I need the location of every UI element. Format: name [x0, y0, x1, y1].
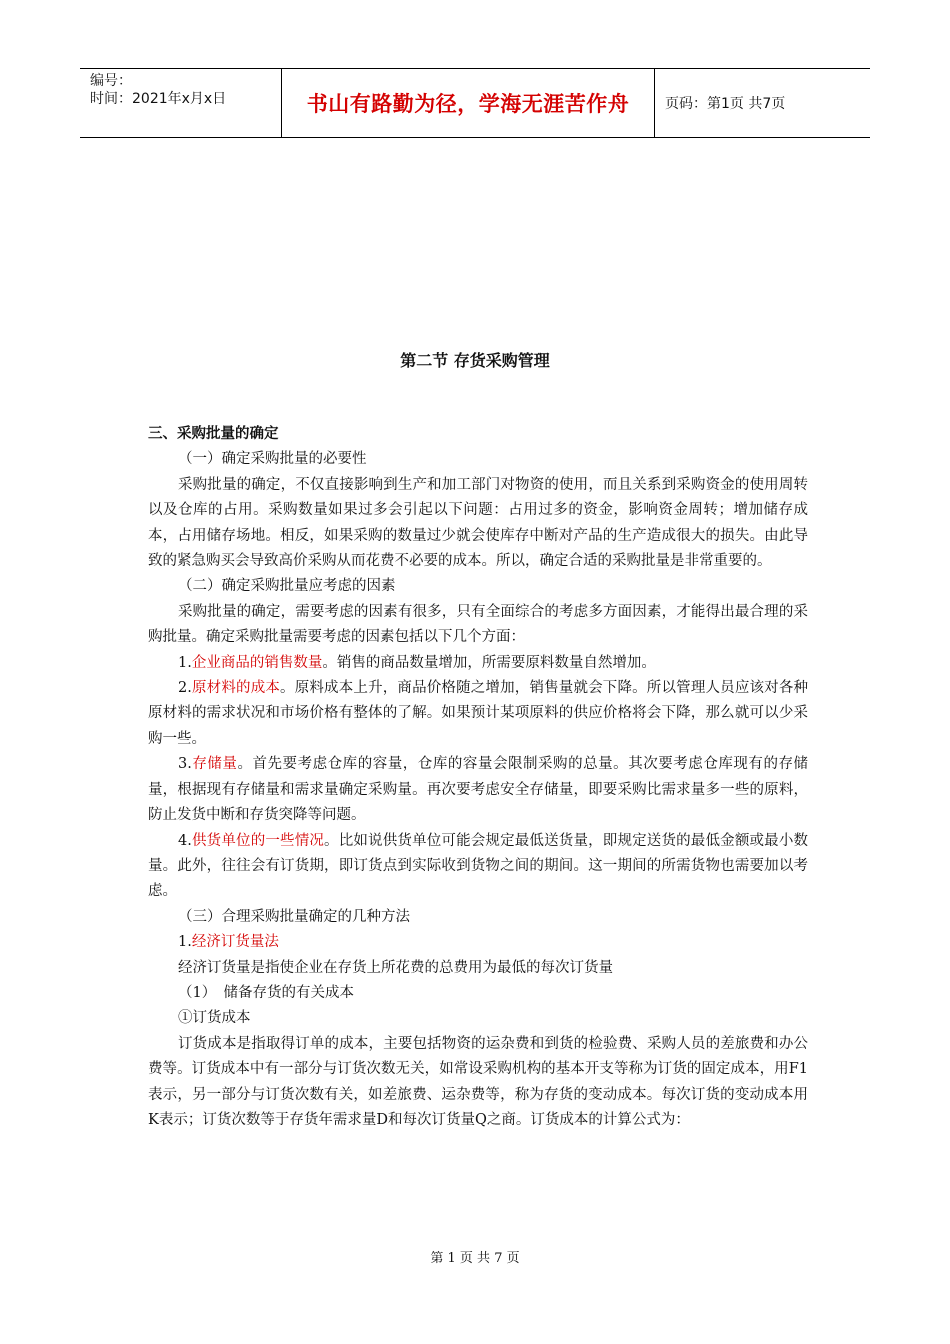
factor-item: [148, 676, 808, 752]
paragraph: 经济订货量是指使企业在存货上所花费的总费用为最低的每次订货量: [178, 959, 613, 976]
document-body: [148, 422, 808, 1133]
header-page-cell: [655, 69, 870, 137]
page-footer: 第 1 页 共 7 页: [430, 1251, 520, 1266]
factor-number: 2.: [178, 680, 192, 697]
factor-text: 。销售的商品数量增加，所需要原料数量自然增加。: [322, 654, 656, 671]
factor-number: 1.: [178, 654, 192, 671]
factor-keyword: 原材料的成本: [191, 680, 281, 697]
factor-keyword: 存储量: [191, 756, 238, 773]
page-title: 第二节 存货采购管理: [400, 351, 550, 370]
document-time-label: 时间：2021年x月x日: [90, 91, 227, 107]
factor-keyword: 供货单位的一些情况: [191, 832, 325, 849]
factor-text: 。比如说供货单位可能会规定最低送货量，即规定送货的最低金额或最小数量。此外，往往会有订货期，即订货点到实际收到货物之间的期间。这一期间的所需货物也需要加以考虑。: [148, 832, 808, 900]
section-heading: 三、采购批量的确定: [148, 426, 279, 442]
method-heading: [148, 930, 808, 955]
paragraph: 采购批量的确定，需要考虑的因素有很多，只有全面综合的考虑多方面因素，才能得出最合理的采购批量。确定采购批量需要考虑的因素包括以下几个方面：: [148, 603, 808, 646]
subsection-heading: （一）确定采购批量的必要性: [178, 451, 367, 468]
factor-item: [148, 651, 808, 676]
header-meta: [80, 69, 282, 137]
method-number: 1.: [178, 934, 192, 951]
cost-heading: （1） 储备存货的有关成本: [178, 984, 354, 1001]
factor-number: 4.: [178, 832, 192, 849]
paragraph: 采购批量的确定，不仅直接影响到生产和加工部门对物资的使用，而且关系到采购资金的使用周转以及仓库的占用。采购数量如果过多会引起以下问题：占用过多的资金，影响资金周转；增加储存成本，占用储存场地。相反，如果采购的数量过少就会使库存中断对产品的生产造成很大的损失。由此导致的紧急购买会导致高价采购从而花费不必要的成本。所以，确定合适的采购批量是非常重要的。: [148, 476, 808, 570]
factor-text: 。首先要考虑仓库的容量，仓库的容量会限制采购的总量。其次要考虑仓库现有的存储量，根据现有存储量和需求量确定采购量。再次要考虑安全存储量，即要采购比需求量多一些的原料，防止发货中断和存货突降等问题。: [148, 756, 809, 824]
factor-item: [148, 752, 808, 828]
factor-text: 。原料成本上升，商品价格随之增加，销售量就会下降。所以管理人员应该对各种原材料的需求状况和市场价格有整体的了解。如果预计某项原料的供应价格将会下降，那么就可以少采购一些。: [148, 680, 809, 747]
factor-number: 3.: [178, 756, 192, 773]
method-keyword: 经济订货量法: [191, 934, 279, 951]
header-page-label: 页码：第1页 共7页: [665, 96, 786, 112]
document-number-label: 编号：: [90, 73, 132, 89]
factor-item: [148, 829, 808, 905]
subsection-heading: （三）合理采购批量确定的几种方法: [178, 908, 410, 925]
order-cost-heading: ①订货成本: [178, 1010, 251, 1027]
header-motto: 书山有路勤为径，学海无涯苦作舟: [306, 92, 630, 116]
subsection-heading: （二）确定采购批量应考虑的因素: [178, 578, 396, 595]
header-motto-cell: [282, 69, 655, 137]
page-header: [80, 68, 870, 138]
factor-keyword: 企业商品的销售数量: [191, 654, 323, 671]
paragraph: 订货成本是指取得订单的成本，主要包括物资的运杂费和到货的检验费、采购人员的差旅费和办公费等。订货成本中有一部分与订货次数无关，如常设采购机构的基本开支等称为订货的固定成本，用F1表示，另一部分与订货次数有关，如差旅费、运杂费等，称为存货的变动成本。每次订货的变动成本用K表示；订货次数等于存货年需求量D和每次订货量Q之商。订货成本的计算公式为：: [148, 1035, 808, 1128]
